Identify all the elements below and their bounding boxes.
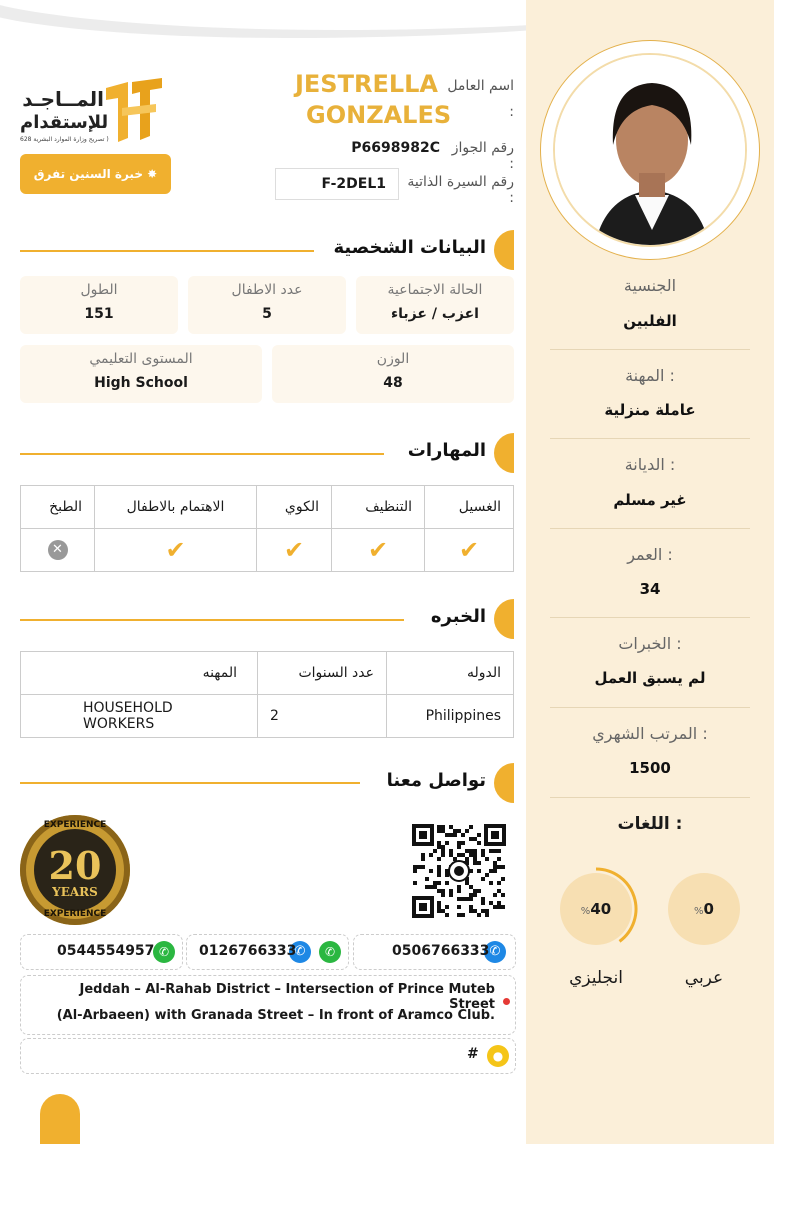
phone-icon: ✆ [289, 941, 311, 963]
snapchat-pill[interactable] [20, 1038, 516, 1074]
phone-number: 0544554957 [57, 943, 155, 959]
section-line [20, 782, 360, 784]
religion-value: غير مسلم [613, 491, 687, 509]
percent-unit: % [694, 906, 704, 917]
salary-value: 1500 [629, 759, 671, 777]
divider [550, 617, 750, 618]
check-icon: ✔ [95, 529, 257, 572]
snapchat-icon: ● [487, 1045, 509, 1067]
whatsapp-icon: ✆ [319, 941, 341, 963]
section-line [20, 453, 384, 455]
snapchat-handle: # [467, 1046, 479, 1062]
address-line2: (Al-Arbaeen) with Granada Street – In front of Aramco Club. [56, 1008, 495, 1023]
percent-unit: % [580, 906, 591, 917]
cross-icon: ✕ [48, 540, 68, 560]
check-icon: ✔ [425, 529, 514, 572]
phone-pill-3[interactable] [20, 934, 183, 970]
worker-photo-illustration [555, 55, 747, 247]
experience-section-title: الخبره [430, 606, 486, 627]
languages-title: اللغات : [617, 814, 683, 834]
phone-pill-2[interactable] [186, 934, 349, 970]
cv-label: رقم السيرة الذاتية : [407, 174, 514, 206]
religion-label: الديانة : [624, 455, 676, 474]
language-arabic-circle [668, 873, 740, 945]
english-progress-ring [552, 865, 640, 953]
logo-name-line1: المــاجـد [22, 87, 104, 111]
phone-icon: ✆ [484, 941, 506, 963]
experience-country: Philippines [387, 695, 514, 738]
passport-label: رقم الجواز : [451, 140, 514, 172]
phone-pill-1[interactable] [353, 934, 516, 970]
nationality-label: الجنسية [623, 276, 677, 295]
height-label: الطول [80, 282, 118, 298]
skill-header: الطبخ [21, 486, 95, 529]
language-percent: 40 [590, 900, 612, 918]
marital-value: اعزب / عزباء [391, 306, 479, 322]
passport-value: P6698982C [351, 140, 440, 156]
section-tab [494, 599, 514, 639]
phone-number: 0126766333 [199, 943, 297, 959]
skill-header: الاهتمام بالاطفال [95, 486, 257, 529]
skills-section-title: المهارات [407, 440, 486, 461]
cross-icon-cell [21, 529, 95, 572]
table-row [21, 529, 514, 572]
skills-table [20, 485, 514, 572]
table-row [21, 652, 514, 695]
nationality-value: الفلبين [623, 312, 677, 330]
address-line1: Jeddah – Al-Rahab District – Intersection of Prince Muteb Street [79, 982, 495, 1012]
section-tab [494, 763, 514, 803]
education-box [20, 345, 262, 403]
age-value: 34 [639, 580, 661, 598]
worker-name-last: GONZALES [306, 101, 452, 129]
skill-header: الغسيل [425, 486, 514, 529]
education-value: High School [94, 375, 188, 391]
badge-text: خبرة السنين تفرق [33, 167, 143, 181]
company-logo [20, 78, 170, 148]
twenty-years-badge [20, 815, 130, 925]
address-box [20, 975, 516, 1035]
contact-section-title: تواصل معنا [386, 770, 486, 791]
experience-label: الخبرات : [618, 634, 682, 653]
education-label: المستوى التعليمي [89, 351, 193, 367]
height-box [20, 276, 178, 334]
table-row [21, 695, 514, 738]
badge-number: 20 [48, 843, 102, 888]
divider [550, 349, 750, 350]
experience-header-country: الدوله [387, 652, 514, 695]
check-icon: ✔ [332, 529, 425, 572]
weight-value: 48 [383, 375, 403, 391]
language-english-name: انجليزي [569, 968, 623, 988]
footer-tab [40, 1094, 80, 1144]
section-tab [494, 230, 514, 270]
skill-header: التنظيف [332, 486, 425, 529]
whatsapp-icon: ✆ [153, 941, 175, 963]
children-value: 5 [262, 306, 272, 322]
age-label: العمر : [627, 545, 673, 564]
logo-mark-icon [100, 78, 168, 146]
experience-profession: HOUSEHOLD WORKERS [21, 695, 258, 738]
marital-label: الحالة الاجتماعية [387, 282, 483, 298]
experience-years: 2 [258, 695, 387, 738]
check-icon: ✔ [257, 529, 332, 572]
personal-section-title: البيانات الشخصية [333, 237, 486, 258]
phone-number: 0506766333 [392, 943, 490, 959]
height-value: 151 [84, 306, 114, 322]
section-line [20, 250, 314, 252]
divider [550, 528, 750, 529]
logo-name-line2: للإستقدام [20, 112, 109, 133]
salary-label: المرتب الشهري : [592, 724, 708, 743]
experience-badge [20, 154, 171, 194]
skill-header: الكوي [257, 486, 332, 529]
badge-bottom-text: EXPERIENCE [43, 909, 107, 919]
section-tab [494, 433, 514, 473]
qr-code-icon [412, 824, 506, 918]
children-box [188, 276, 346, 334]
badge-years: YEARS [52, 885, 98, 899]
weight-label: الوزن [376, 351, 410, 367]
divider [550, 438, 750, 439]
language-arabic-name: عربي [684, 968, 724, 988]
marital-box [356, 276, 514, 334]
sparkle-icon: ✸ [147, 167, 158, 181]
children-label: عدد الاطفال [231, 282, 303, 298]
table-row [21, 486, 514, 529]
profession-value: عاملة منزلية [604, 401, 696, 419]
experience-header-profession: المهنه [21, 652, 258, 695]
logo-license: تصريح وزارة الموارد البشرية 628 ) [20, 136, 109, 143]
experience-table [20, 651, 514, 738]
worker-name-label: اسم العامل [447, 78, 514, 94]
experience-value: لم يسبق العمل [594, 669, 706, 687]
worker-name-first: JESTRELLA [294, 70, 438, 98]
weight-box [272, 345, 514, 403]
location-icon [503, 998, 510, 1005]
experience-header-years: عدد السنوات [258, 652, 387, 695]
section-line [20, 619, 404, 621]
qr-code[interactable] [412, 824, 506, 918]
worker-photo [553, 53, 747, 247]
cv-value: F-2DEL1 [275, 168, 399, 200]
language-percent: 0 [703, 900, 714, 918]
divider [550, 797, 750, 798]
badge-top-text: EXPERIENCE [43, 820, 107, 830]
divider [550, 707, 750, 708]
profession-label: المهنة : [625, 366, 675, 385]
worker-name-colon: : [509, 104, 514, 120]
